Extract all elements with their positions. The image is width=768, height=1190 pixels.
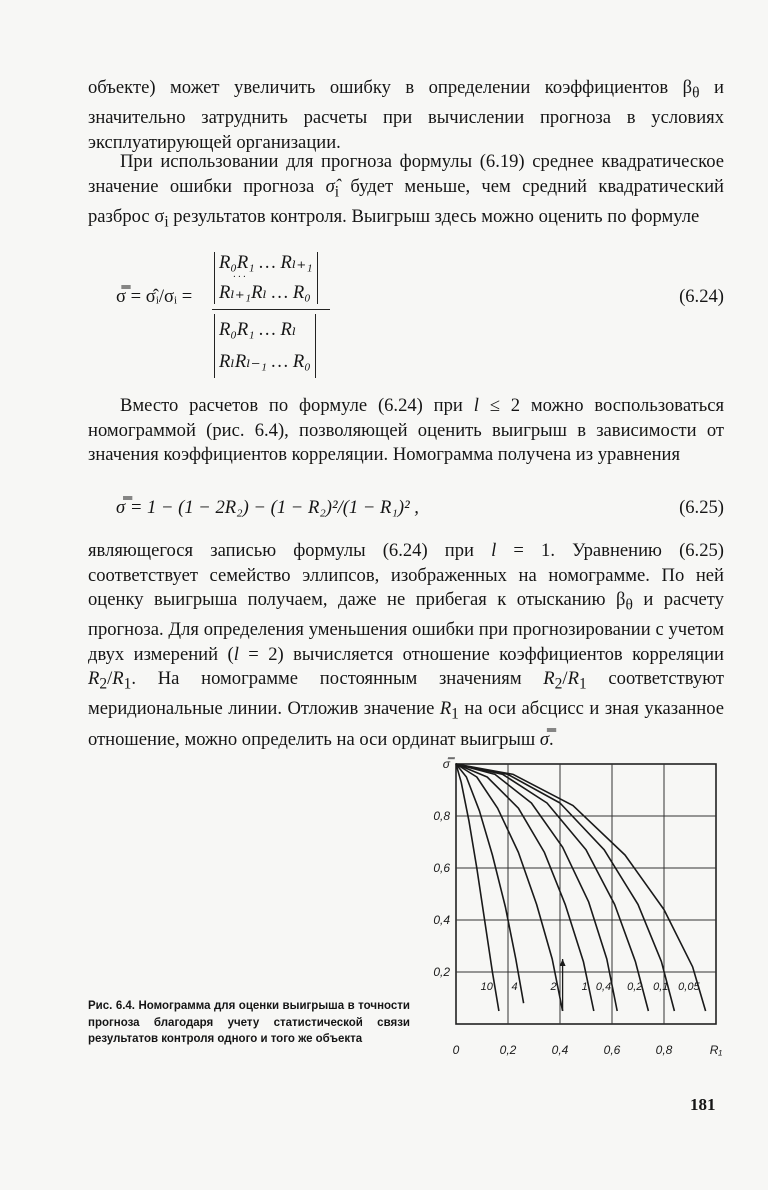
variable-r: R: [567, 668, 579, 690]
paragraph-1-text: объекте) может увеличить ошибку в определении коэффициентов β: [88, 77, 693, 98]
nomogram-curve: [456, 764, 563, 1011]
subscript: 1: [451, 706, 459, 724]
y-tick-label: 0,8: [433, 809, 450, 823]
paragraph-4-text-a: являющегося записью формулы (6.24) при: [88, 540, 492, 561]
curve-label: 0,2: [627, 981, 643, 994]
curve-label: 1: [581, 981, 588, 994]
figure-caption: Рис. 6.4. Номограмма для оценки выигрыша в точности прогноза благодаря учету статистической связи результатов контроля одного и того же объекта: [88, 1000, 410, 1045]
determinant-row: R₀R₁ … Rₗ: [219, 319, 297, 340]
subscript: i: [164, 213, 169, 231]
curve-label: 0,1: [653, 981, 669, 994]
chart-labels: [433, 756, 722, 1057]
sigma-hat-symbol: σ̂: [325, 175, 335, 197]
variable-l: l: [473, 395, 479, 416]
curve-label: 0,4: [595, 981, 612, 994]
paragraph-2: [88, 150, 724, 235]
determinant-denominator: [214, 314, 316, 378]
y-tick-label: 0,4: [433, 913, 450, 927]
paragraph-4-text-c: и расчету прогноза. Для определения уменьшения ошибки при прогнозировании с учетом двух измерений (: [88, 589, 724, 665]
paragraph-4-text-e: . На номограмме постоянным значениям: [131, 668, 544, 690]
subscript: i: [334, 183, 340, 201]
slash: /: [562, 668, 568, 690]
paragraph-2-text-a: При использовании для прогноза формулы (6.19) среднее квадратическое значение ошибки прогноза: [88, 151, 724, 197]
x-tick-label: 0,6: [603, 1043, 621, 1057]
determinant-row: Rₗ₊₁Rₗ … R₀: [219, 282, 311, 303]
nomogram-chart: [420, 740, 740, 1080]
nomogram-curve: [456, 764, 648, 1011]
paragraph-4-text-f: соответствуют меридиональные линии. Отложив значение: [88, 668, 724, 720]
determinant-dots: · · ·: [233, 272, 246, 283]
paragraph-3: [88, 394, 724, 468]
subscript: 1: [123, 675, 132, 693]
x-tick-label: R₁: [709, 1043, 723, 1057]
curve-label: 0,05: [678, 981, 700, 994]
variable-r: R: [112, 668, 124, 690]
paragraph-1: [88, 76, 724, 155]
equation-number: (6.25): [679, 497, 724, 518]
formula-lhs: σ̿ = σ̂ᵢ/σᵢ =: [116, 286, 193, 307]
curve-label: 2: [550, 981, 557, 994]
x-tick-label: 0,4: [551, 1043, 569, 1057]
paragraph-4-text-d: = 2) вычисляется отношение коэффициентов корреляции: [238, 643, 725, 665]
page-number: 181: [690, 1095, 716, 1114]
subscript: 2: [554, 675, 563, 693]
x-tick-label: 0: [452, 1043, 460, 1057]
chart-curves: [456, 764, 706, 1011]
paragraph-1-tail: и значительно затруднить расчеты при вычислении прогноза в условиях эксплуатирующей организации.: [88, 77, 724, 153]
subscript: 1: [578, 675, 587, 693]
variable-r: R: [543, 668, 555, 690]
determinant-row: R₀R₁ … Rₗ₊₁: [219, 252, 313, 273]
paragraph-4-text-g: на оси абсцисс и зная указанное отношение, можно определить на оси ординат выигрыш: [88, 698, 724, 750]
curve-label: 4: [511, 981, 518, 994]
x-tick-label: 0,8: [655, 1043, 673, 1057]
y-tick-label: 0,2: [433, 965, 450, 979]
variable-r: R: [88, 668, 100, 690]
variable-r: R: [439, 698, 452, 720]
x-tick-label: 0,2: [499, 1043, 517, 1057]
subscript: θ: [692, 84, 700, 102]
variable-l: l: [491, 540, 497, 561]
nomogram-curve: [456, 764, 594, 1011]
formula-6-24: [88, 250, 724, 385]
y-tick-label: σ̿: [442, 757, 450, 771]
subscript: 2: [99, 675, 108, 693]
paragraph-4-text-b: = 1. Уравнению (6.25) соответствует семейство эллипсов, изображенных на номограмме. По ней оценку выигрыша получаем, даже не прибегая к отысканию β: [88, 540, 724, 610]
slash: /: [107, 668, 113, 690]
paragraph-2-text-b: будет меньше, чем средний квадратический разброс σ: [88, 175, 724, 227]
equation-number: (6.24): [679, 286, 724, 307]
paragraph-4-end: .: [549, 728, 554, 750]
subscript: θ: [625, 596, 633, 614]
determinant-row: RₗRₗ₋₁ … R₀: [219, 351, 311, 372]
determinant-numerator: [214, 252, 318, 304]
formula-expression: σ̿ = 1 − (1 − 2R₂) − (1 − R₂)²/(1 − R₁)² ,: [116, 497, 419, 518]
paragraph-3-text-b: ≤ 2 можно воспользоваться номограммой (рис. 6.4), позволяющей оценить выигрыш в зависимости от значения коэффициентов корреляции. Номограмма получена из уравнения: [88, 395, 725, 465]
sigma-double-bar-symbol: σ̿: [539, 728, 550, 750]
curve-label: 10: [480, 981, 493, 994]
paragraph-4: [88, 539, 724, 752]
formula-6-25: [88, 497, 724, 525]
y-tick-label: 0,6: [433, 861, 450, 875]
variable-l: l: [233, 643, 239, 665]
paragraph-2-text-c: результатов контроля. Выигрыш здесь можно оценить по формуле: [168, 205, 700, 227]
fraction-bar: [212, 309, 330, 310]
nomogram-curve: [456, 764, 524, 1003]
paragraph-3-text-a: Вместо расчетов по формуле (6.24) при: [120, 395, 474, 416]
